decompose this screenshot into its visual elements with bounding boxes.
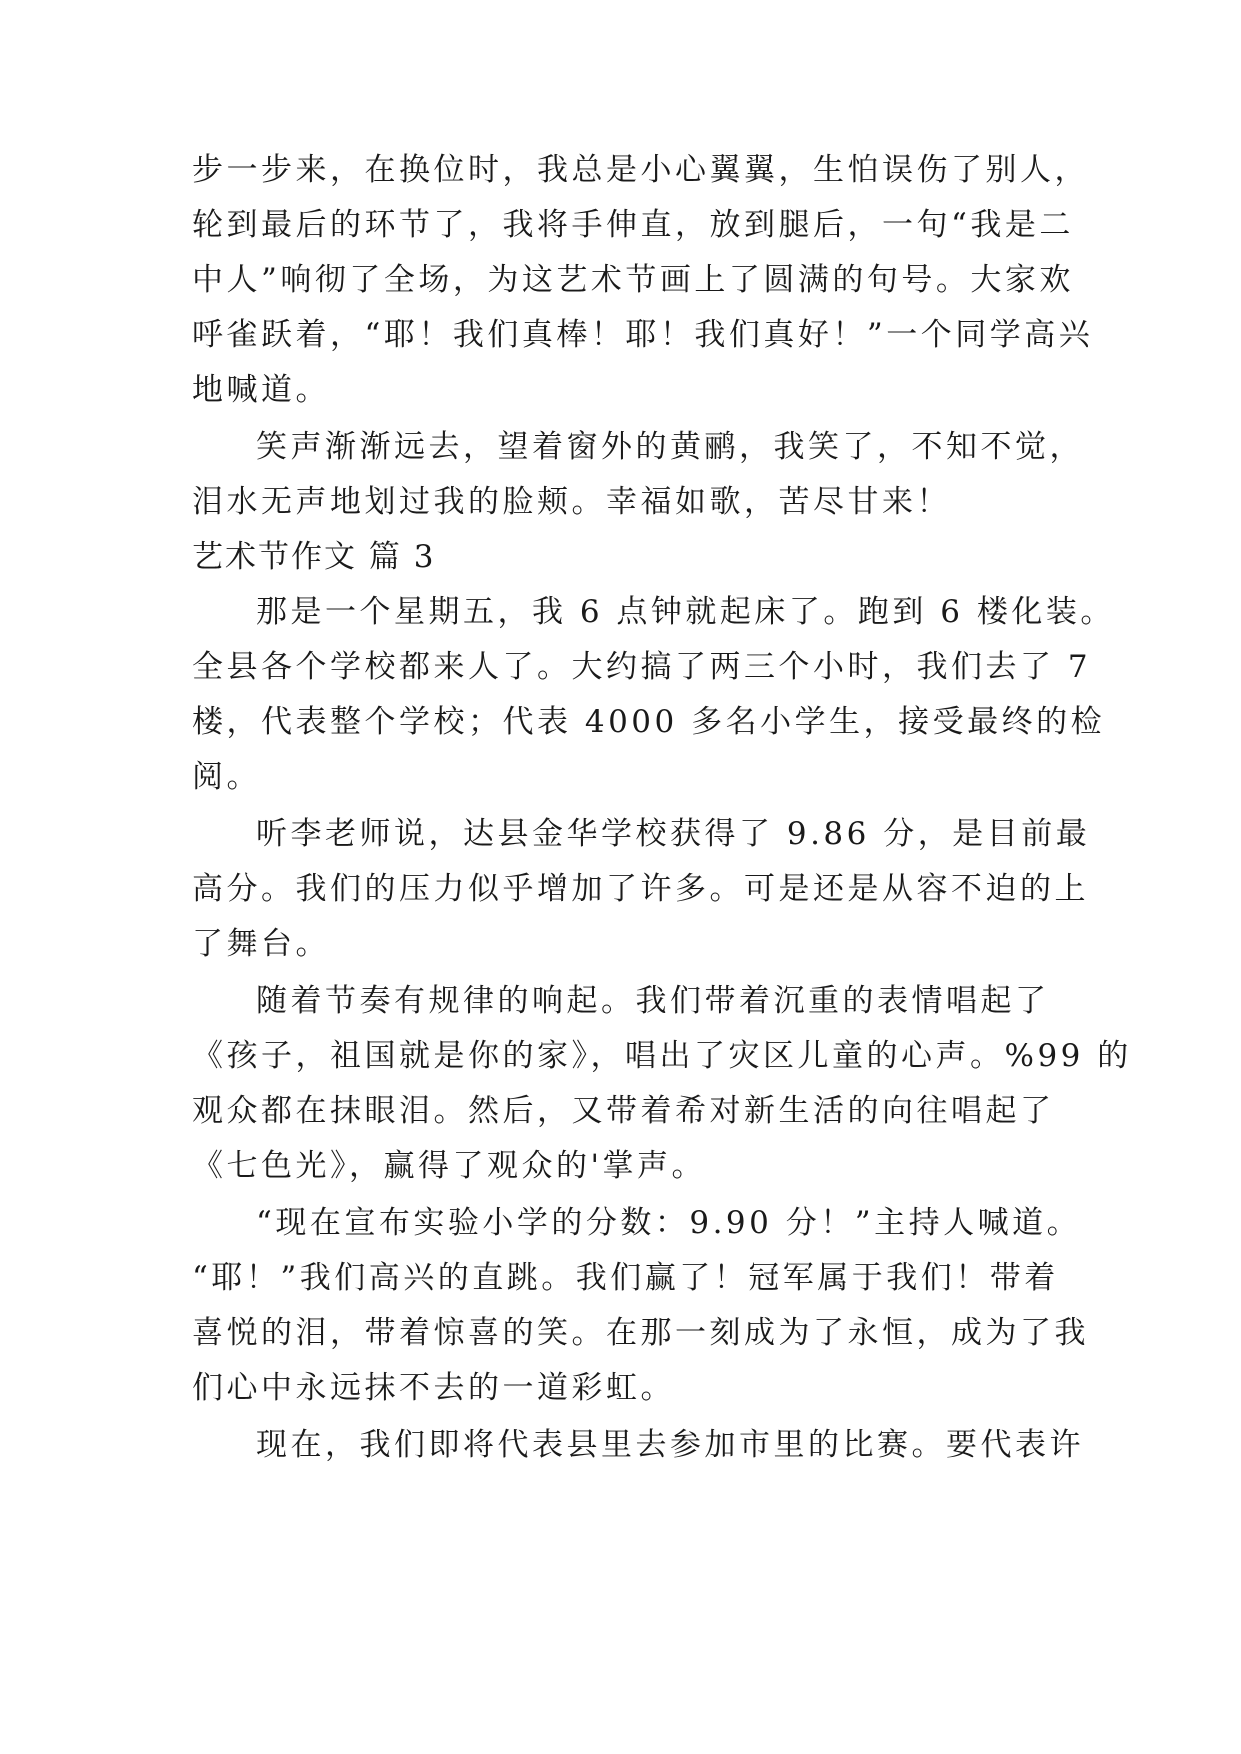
text-line: 《孩子，祖国就是你的家》，唱出了灾区儿童的心声。%99 的 [192, 1038, 1132, 1074]
text-line: 步一步来，在换位时，我总是小心翼翼，生怕误伤了别人， [192, 152, 1089, 188]
section-heading: 艺术节作文 篇 3 [192, 539, 436, 575]
text-line: 了舞台。 [192, 926, 330, 962]
text-line: 楼，代表整个学校；代表 4000 多名小学生，接受最终的检 [192, 704, 1106, 740]
text-line: 全县各个学校都来人了。大约搞了两三个小时，我们去了 7 [192, 649, 1092, 685]
text-line: 《七色光》，赢得了观众的'掌声。 [192, 1148, 707, 1184]
text-line: 泪水无声地划过我的脸颊。幸福如歌，苦尽甘来！ [192, 484, 951, 520]
text-line: 们心中永远抹不去的一道彩虹。 [192, 1370, 675, 1406]
paragraph-first-line: 现在，我们即将代表县里去参加市里的比赛。要代表许 [256, 1427, 1084, 1463]
paragraph-first-line: 笑声渐渐远去，望着窗外的黄鹂，我笑了，不知不觉， [256, 429, 1084, 465]
text-line: “耶！”我们高兴的直跳。我们赢了！冠军属于我们！带着 [192, 1260, 1059, 1296]
paragraph-first-line: 那是一个星期五，我 6 点钟就起床了。跑到 6 楼化装。 [256, 594, 1115, 630]
text-line: 阅。 [192, 759, 261, 795]
paragraph-first-line: 随着节奏有规律的响起。我们带着沉重的表情唱起了 [256, 983, 1050, 1019]
text-line: 轮到最后的环节了，我将手伸直，放到腿后，一句“我是二 [192, 207, 1074, 243]
text-line: 呼雀跃着，“耶！我们真棒！耶！我们真好！”一个同学高兴 [192, 317, 1094, 353]
text-line: 喜悦的泪，带着惊喜的笑。在那一刻成为了永恒，成为了我 [192, 1315, 1089, 1351]
text-line: 中人”响彻了全场，为这艺术节画上了圆满的句号。大家欢 [192, 262, 1074, 298]
paragraph-first-line: “现在宣布实验小学的分数：9.90 分！”主持人喊道。 [256, 1205, 1082, 1241]
paragraph-first-line: 听李老师说，达县金华学校获得了 9.86 分，是目前最 [256, 816, 1091, 852]
text-line: 地喊道。 [192, 372, 330, 408]
text-line: 高分。我们的压力似乎增加了许多。可是还是从容不迫的上 [192, 871, 1089, 907]
text-line: 观众都在抹眼泪。然后，又带着希对新生活的向往唱起了 [192, 1093, 1055, 1129]
